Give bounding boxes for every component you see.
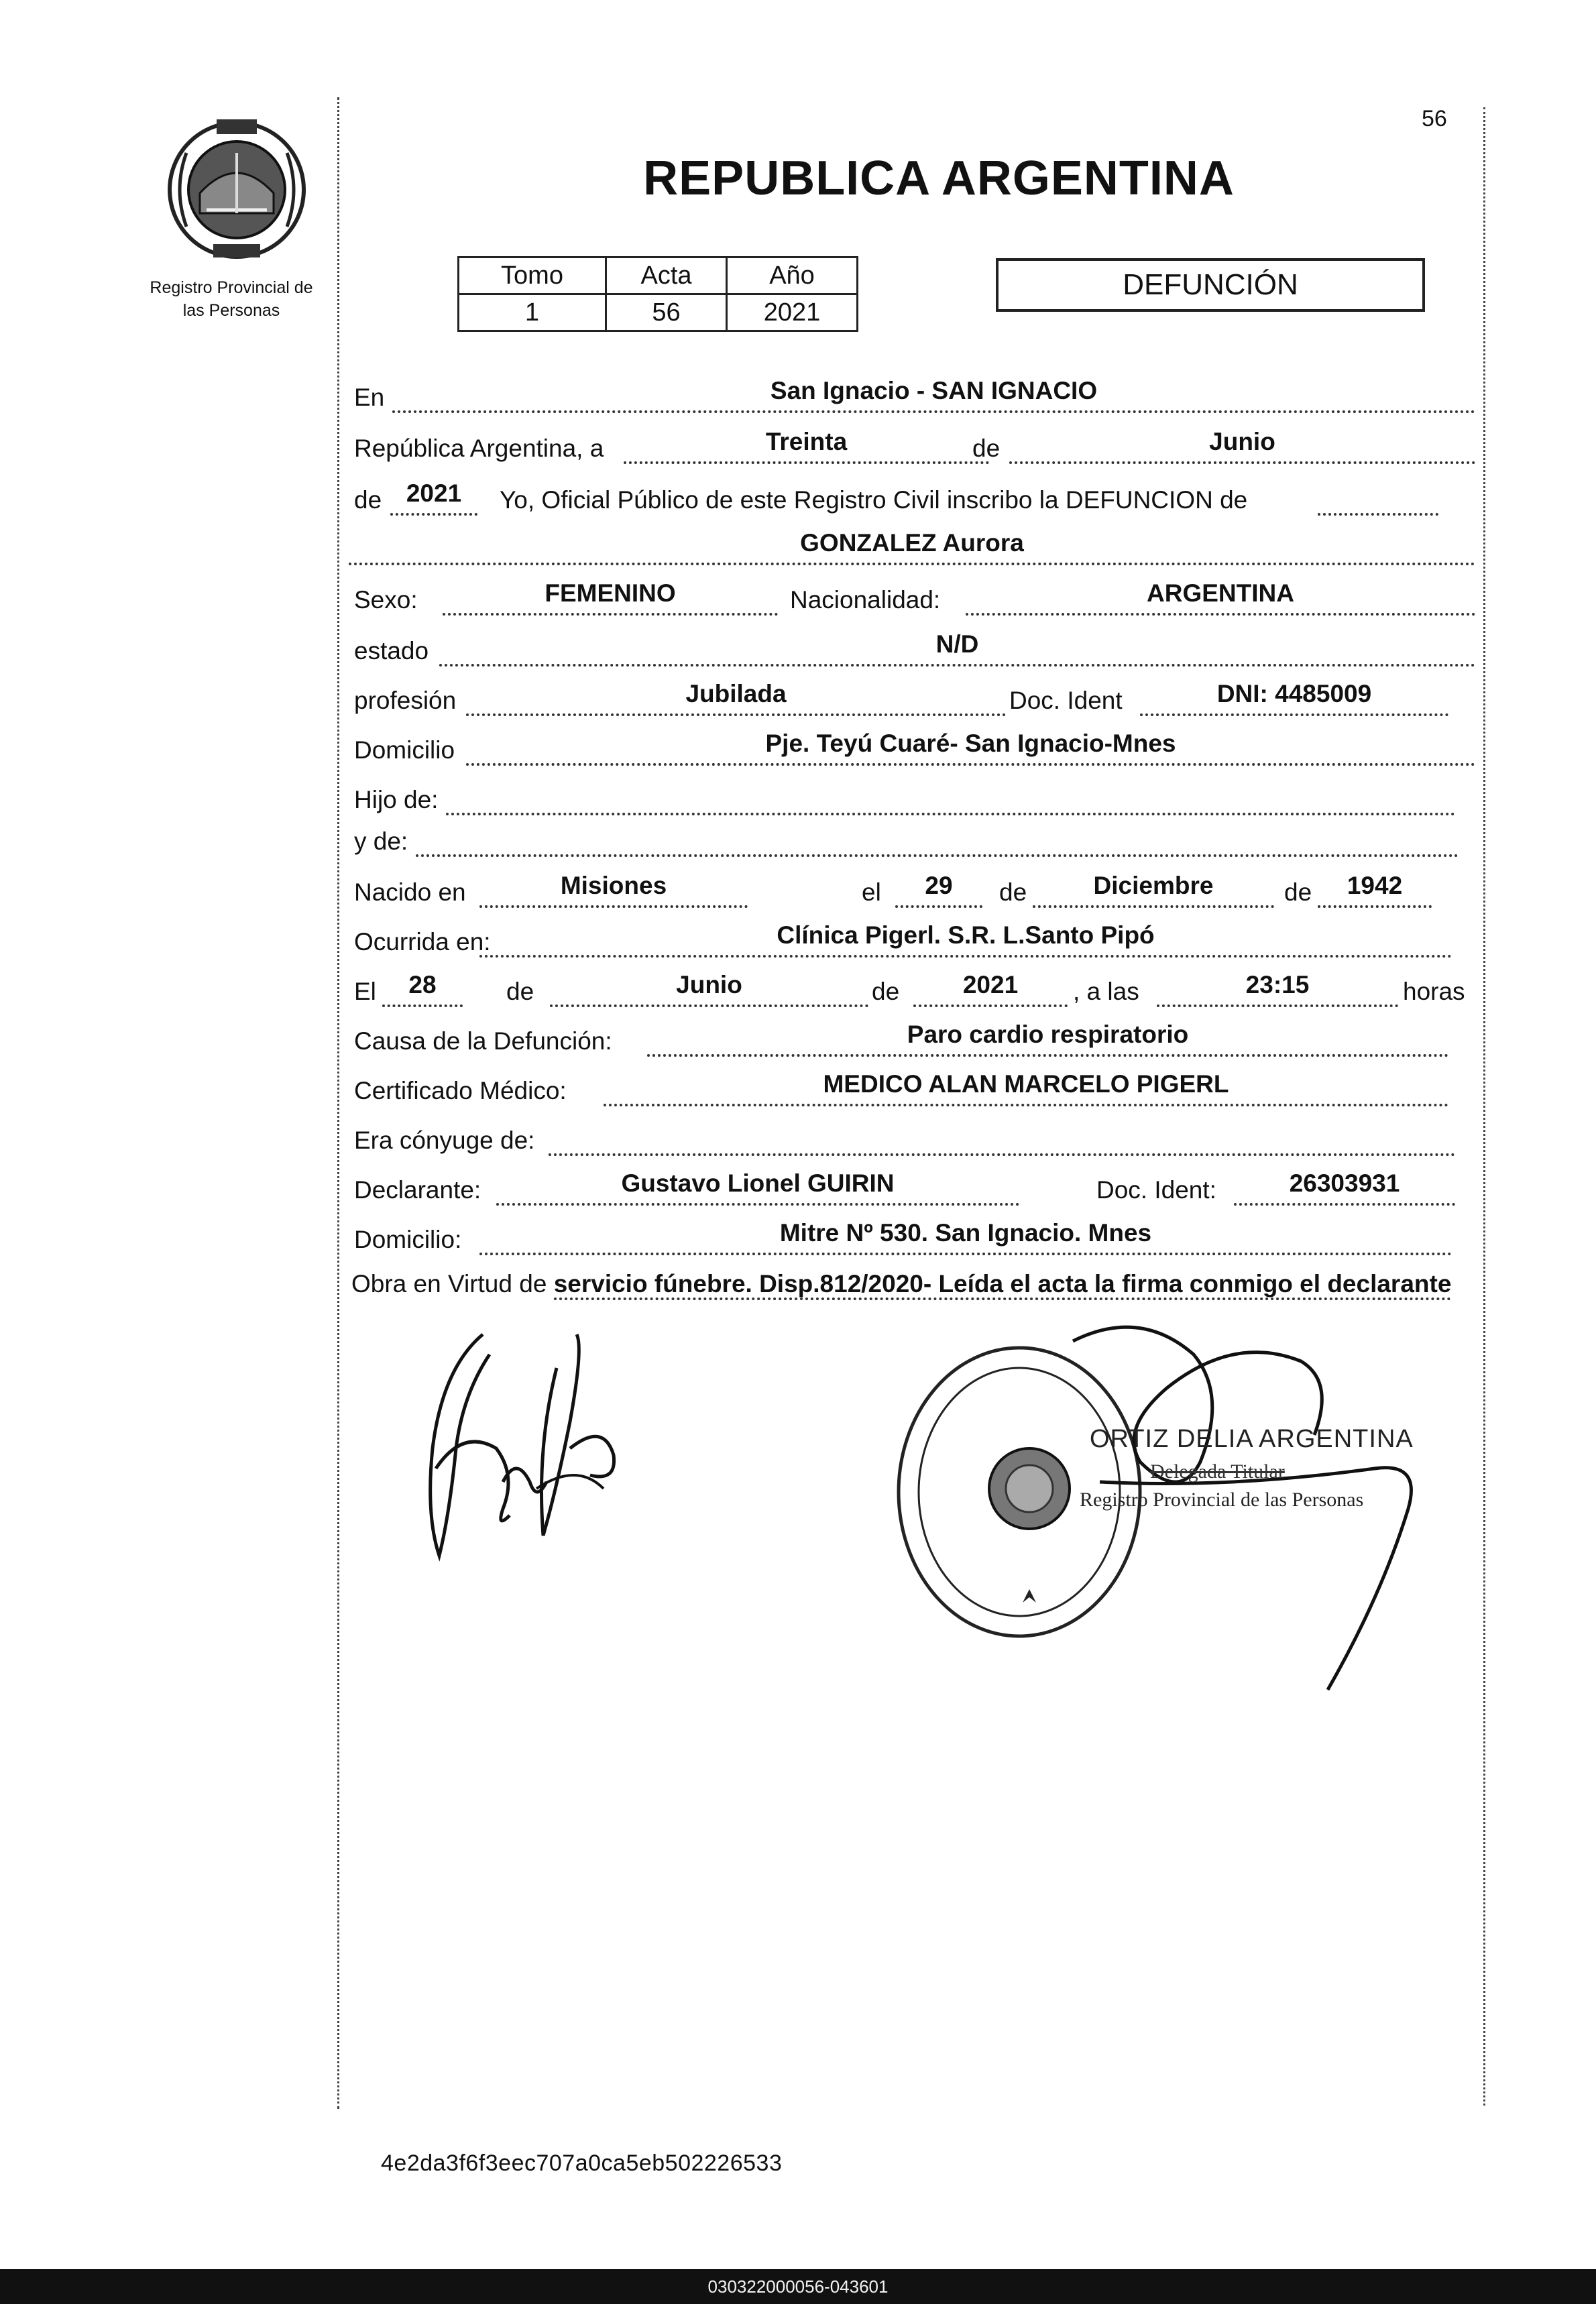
value-nacionalidad: ARGENTINA (1147, 579, 1294, 607)
field-certificado (604, 1066, 1448, 1106)
label-republica: República Argentina, a (354, 435, 604, 462)
document-type-box: DEFUNCIÓN (996, 258, 1425, 312)
stamp-signatory-role: Delegada Titular (1150, 1460, 1285, 1483)
value-nacido-dia: 29 (925, 872, 953, 899)
label-el: el (862, 878, 881, 906)
tomo-value: 1 (459, 294, 606, 331)
document-title: REPUBLICA ARGENTINA (643, 152, 1235, 205)
field-nacido-dia (895, 868, 982, 908)
field-nacido-mes (1033, 868, 1274, 908)
label-horas: horas (1403, 978, 1465, 1005)
value-nacido-anio: 1942 (1347, 872, 1403, 899)
value-certificado: MEDICO ALAN MARCELO PIGERL (823, 1070, 1229, 1098)
label-de-mes: de (999, 878, 1027, 906)
footer-code: 030322000056-043601 (0, 2269, 1596, 2304)
registry-value-row (459, 294, 858, 331)
registry-table (457, 256, 858, 332)
label-en: En (354, 384, 385, 411)
anio-value: 2021 (727, 294, 858, 331)
field-y-de (416, 817, 1459, 857)
row-fecha-defuncion (349, 970, 1482, 1010)
misiones-seal-logo (160, 113, 314, 267)
anio-header: Año (727, 257, 858, 294)
row-declarante (349, 1168, 1482, 1208)
label-estado: estado (354, 637, 429, 665)
label-de-anio-nac: de (1284, 878, 1312, 906)
row-sexo (349, 578, 1482, 618)
label-domicilio-declarante: Domicilio: (354, 1226, 462, 1253)
value-anio: 2021 (406, 479, 462, 507)
value-lugar: San Ignacio - SAN IGNACIO (770, 377, 1098, 404)
label-nacido-en: Nacido en (354, 878, 466, 906)
row-profesion (349, 679, 1482, 719)
registrar-signature (1060, 1314, 1435, 1717)
row-ocurrida (349, 920, 1482, 960)
label-doc-ident: Doc. Ident (1009, 687, 1123, 714)
label-causa: Causa de la Defunción: (354, 1027, 612, 1055)
label-ocurrida: Ocurrida en: (354, 928, 491, 956)
label-doc-ident-declarante: Doc. Ident: (1096, 1176, 1216, 1204)
declarant-signature (402, 1314, 624, 1576)
acta-header: Acta (606, 257, 727, 294)
label-conyuge: Era cónyuge de: (354, 1127, 535, 1154)
field-estado (439, 626, 1475, 667)
value-estado: N/D (935, 630, 979, 658)
value-def-anio: 2021 (962, 971, 1019, 998)
value-profesion: Jubilada (685, 680, 787, 707)
field-causa (647, 1017, 1448, 1057)
row-nacimiento (349, 870, 1482, 911)
stamp-signatory-name: ORTIZ DELIA ARGENTINA (1090, 1425, 1414, 1453)
field-mes (1009, 424, 1475, 464)
row-nombre (349, 528, 1482, 568)
tomo-header: Tomo (459, 257, 606, 294)
row-estado (349, 629, 1482, 669)
label-declarante: Declarante: (354, 1176, 481, 1204)
row-fecha-inscripcion (349, 426, 1482, 467)
document-hash: 4e2da3f6f3eec707a0ca5eb502226533 (381, 2150, 783, 2176)
value-declarante: Gustavo Lionel GUIRIN (621, 1169, 895, 1197)
field-nacido-anio (1318, 868, 1432, 908)
acta-value: 56 (606, 294, 727, 331)
row-domicilio (349, 728, 1482, 768)
field-nacionalidad (966, 575, 1475, 616)
label-de-def-anio: de (872, 978, 900, 1005)
row-conyuge (349, 1118, 1482, 1159)
value-dia-letras: Treinta (765, 428, 848, 455)
field-doc-ident (1140, 676, 1448, 716)
field-lugar (392, 373, 1475, 413)
field-declarante (496, 1165, 1019, 1206)
value-mes: Junio (1209, 428, 1275, 455)
field-hijo-de (446, 775, 1455, 815)
field-sexo (443, 575, 778, 616)
label-yo-oficial: Yo, Oficial Público de este Registro Civil inscribo la DEFUNCION de (500, 486, 1248, 514)
field-nacido-lugar (479, 868, 748, 908)
field-nombre (349, 525, 1475, 565)
value-nacido-lugar: Misiones (560, 872, 667, 899)
field-blank-end (1318, 475, 1438, 516)
field-conyuge (549, 1116, 1455, 1156)
label-de-anio: de (354, 486, 382, 514)
label-a-las: , a las (1073, 978, 1139, 1005)
label-obra: Obra en Virtud de (351, 1270, 547, 1298)
label-hijo-de: Hijo de: (354, 786, 439, 813)
row-lugar (349, 376, 1482, 416)
row-hijo-de (349, 778, 1482, 818)
value-domicilio-declarante: Mitre Nº 530. San Ignacio. Mnes (779, 1219, 1152, 1247)
value-nombre: GONZALEZ Aurora (800, 529, 1024, 557)
obra-en-virtud (351, 1267, 1485, 1301)
right-margin-dotted-line (1483, 107, 1485, 2106)
label-profesion: profesión (354, 687, 457, 714)
row-certificado (349, 1069, 1482, 1109)
label-nacionalidad: Nacionalidad: (790, 586, 941, 614)
label-de-def-mes: de (506, 978, 534, 1005)
label-certificado: Certificado Médico: (354, 1077, 567, 1104)
field-def-hora (1157, 967, 1398, 1007)
value-def-mes: Junio (676, 971, 742, 998)
field-def-dia (382, 967, 463, 1007)
row-domicilio-declarante (349, 1218, 1482, 1258)
field-def-anio (913, 967, 1068, 1007)
value-obra: servicio fúnebre. Disp.812/2020- Leída el acta la firma conmigo el declarante (554, 1270, 1452, 1300)
field-anio (390, 475, 477, 516)
value-sexo: FEMENINO (545, 579, 676, 607)
value-def-dia: 28 (408, 971, 437, 998)
left-margin-dotted-line (337, 97, 339, 2109)
value-declarante-doc: 26303931 (1289, 1169, 1400, 1197)
row-anio-inscripcion (349, 478, 1482, 518)
label-de: de (972, 435, 1001, 462)
value-domicilio: Pje. Teyú Cuaré- San Ignacio-Mnes (765, 730, 1176, 757)
field-domicilio (466, 726, 1475, 766)
row-causa (349, 1019, 1482, 1059)
field-declarante-doc (1234, 1165, 1455, 1206)
registry-header-row (459, 257, 858, 294)
label-y-de: y de: (354, 827, 408, 855)
label-sexo: Sexo: (354, 586, 418, 614)
value-nacido-mes: Diciembre (1093, 872, 1214, 899)
page-number: 56 (1422, 106, 1447, 131)
field-profesion (466, 676, 1006, 716)
field-def-mes (550, 967, 868, 1007)
label-domicilio: Domicilio (354, 736, 455, 764)
label-el-cap: El (354, 978, 376, 1005)
value-dni: DNI: 4485009 (1216, 680, 1372, 707)
registry-org-name: Registro Provincial de las Personas (150, 278, 313, 320)
value-causa: Paro cardio respiratorio (907, 1021, 1189, 1048)
row-y-de (349, 819, 1482, 860)
value-ocurrida: Clínica Pigerl. S.R. L.Santo Pipó (777, 921, 1155, 949)
value-def-hora: 23:15 (1245, 971, 1310, 998)
field-dia (624, 424, 989, 464)
field-domicilio-declarante (479, 1215, 1452, 1255)
field-ocurrida (479, 917, 1452, 958)
stamp-organization: Registro Provincial de las Personas (1080, 1489, 1364, 1511)
